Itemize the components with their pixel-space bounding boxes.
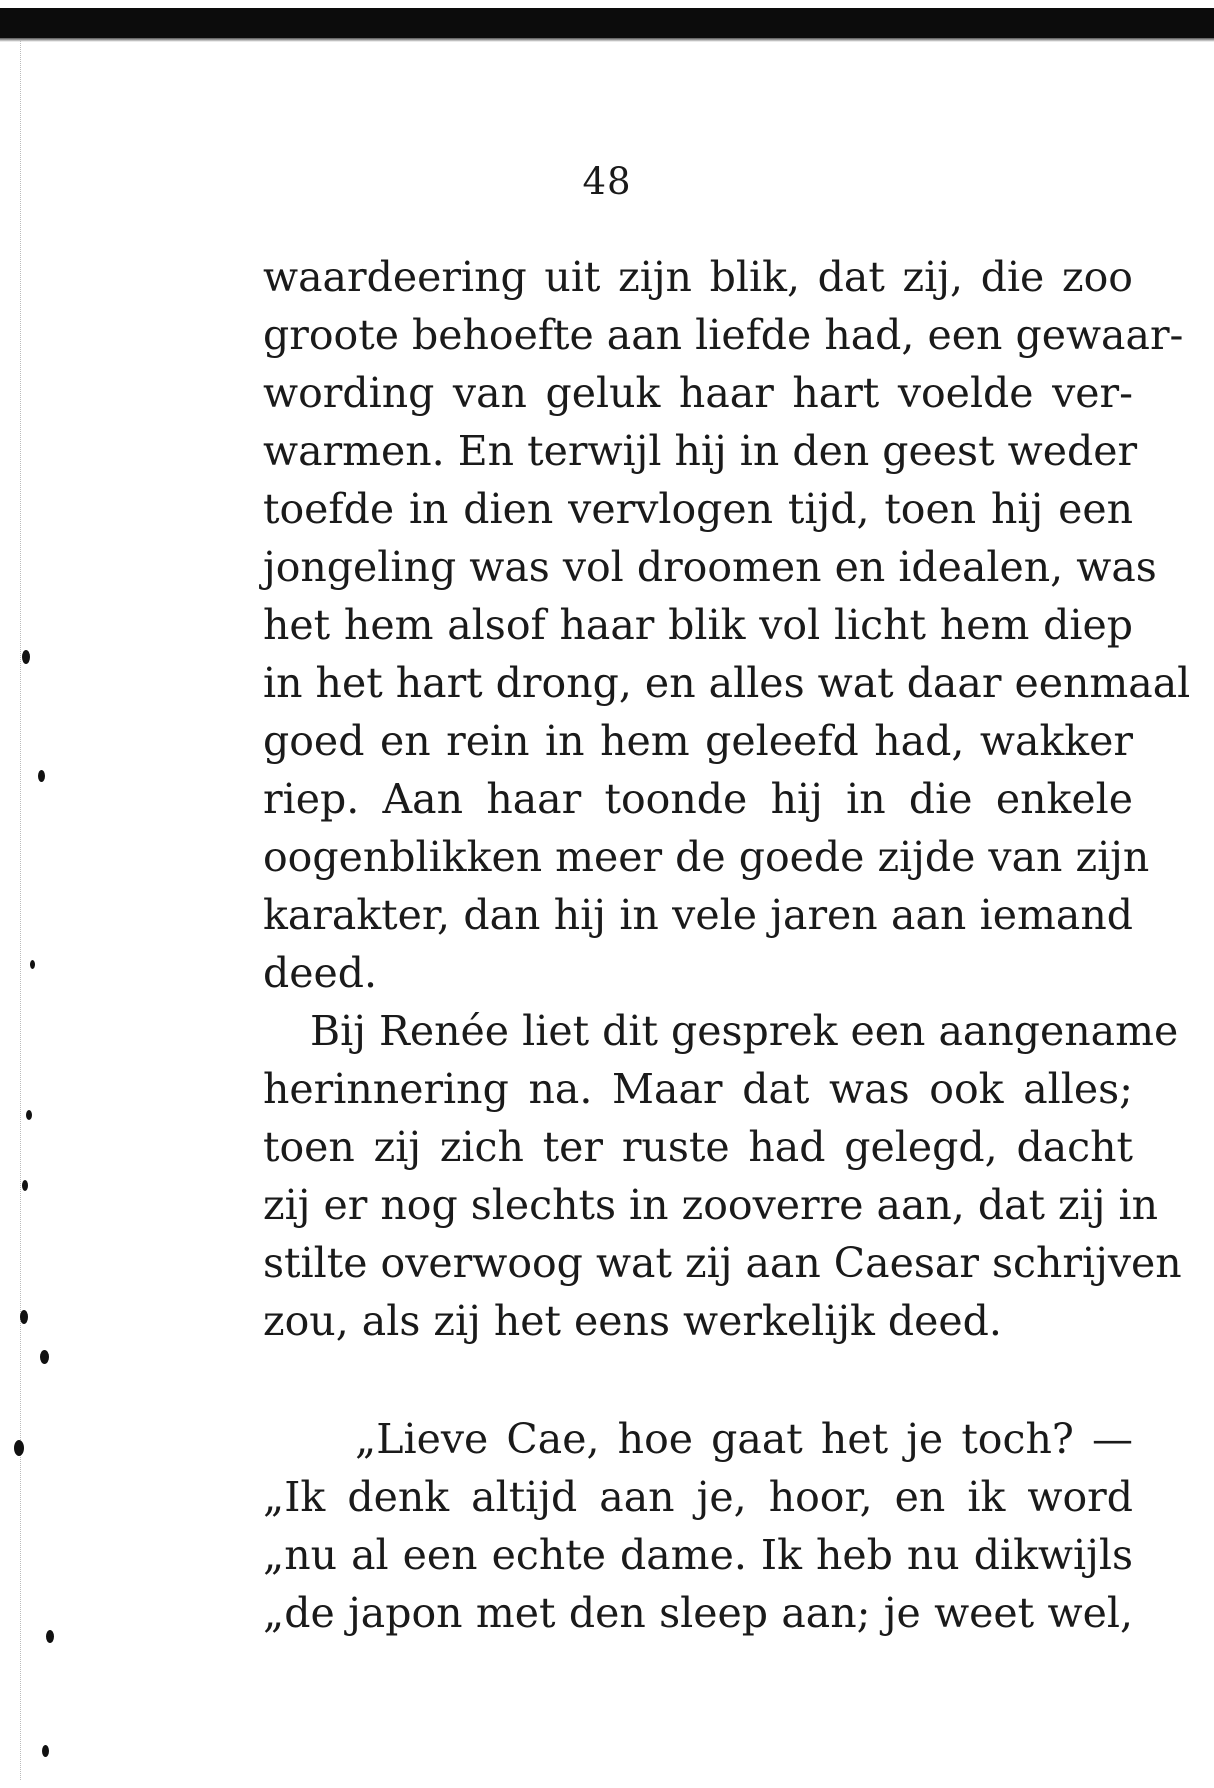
text-line: stilte overwoog wat zij aan Caesar schrijven [263,1239,1182,1287]
scan-speck [20,1310,28,1324]
text-line: warmen. En terwijl hij in den geest weder [263,427,1138,475]
text-line: wording van geluk haar hart voelde ver- [263,369,1133,417]
letter-line: „Lieve Cae, hoe gaat het je toch? — [355,1415,1133,1463]
text-line: karakter, dan hij in vele jaren aan iemand [263,891,1133,939]
text-line: toefde in dien vervlogen tijd, toen hij een [263,485,1133,533]
text-line: Bij Renée liet dit gesprek een aangename [310,1007,1179,1055]
text-line: goed en rein in hem geleefd had, wakker [263,717,1133,765]
text-line: groote behoefte aan liefde had, een gewaar- [263,311,1184,359]
text-line: riep. Aan haar toonde hij in die enkele [263,775,1133,823]
scan-speck [22,650,30,664]
scan-top-border-shadow [0,38,1214,42]
scan-speck [26,1110,32,1120]
page-number: 48 [582,160,632,203]
text-line: waardeering uit zijn blik, dat zij, die zoo [263,253,1133,301]
text-line: zij er nog slechts in zooverre aan, dat zij in [263,1181,1159,1229]
scan-speck [46,1630,54,1643]
scan-speck [30,960,35,969]
scan-speck [38,770,45,782]
letter-line: „de japon met den sleep aan; je weet wel, [263,1589,1133,1637]
text-line: jongeling was vol droomen en idealen, was [263,543,1157,591]
text-line: het hem alsof haar blik vol licht hem diep [263,601,1133,649]
text-line: zou, als zij het eens werkelijk deed. [263,1297,1002,1345]
text-line: herinnering na. Maar dat was ook alles; [263,1065,1133,1113]
letter-line: „Ik denk altijd aan je, hoor, en ik word [263,1473,1133,1521]
text-line: deed. [263,949,378,997]
scan-speck [22,1180,28,1191]
scan-speck [40,1350,49,1364]
scan-gutter-edge [20,40,23,1780]
letter-line: „nu al een echte dame. Ik heb nu dikwijls [263,1531,1133,1579]
text-line: in het hart drong, en alles wat daar eenmaal [263,659,1191,707]
scan-speck [14,1440,24,1456]
text-line: oogenblikken meer de goede zijde van zijn [263,833,1150,881]
text-line: toen zij zich ter ruste had gelegd, dacht [263,1123,1133,1171]
scan-top-border [0,8,1214,38]
scan-speck [42,1745,49,1757]
